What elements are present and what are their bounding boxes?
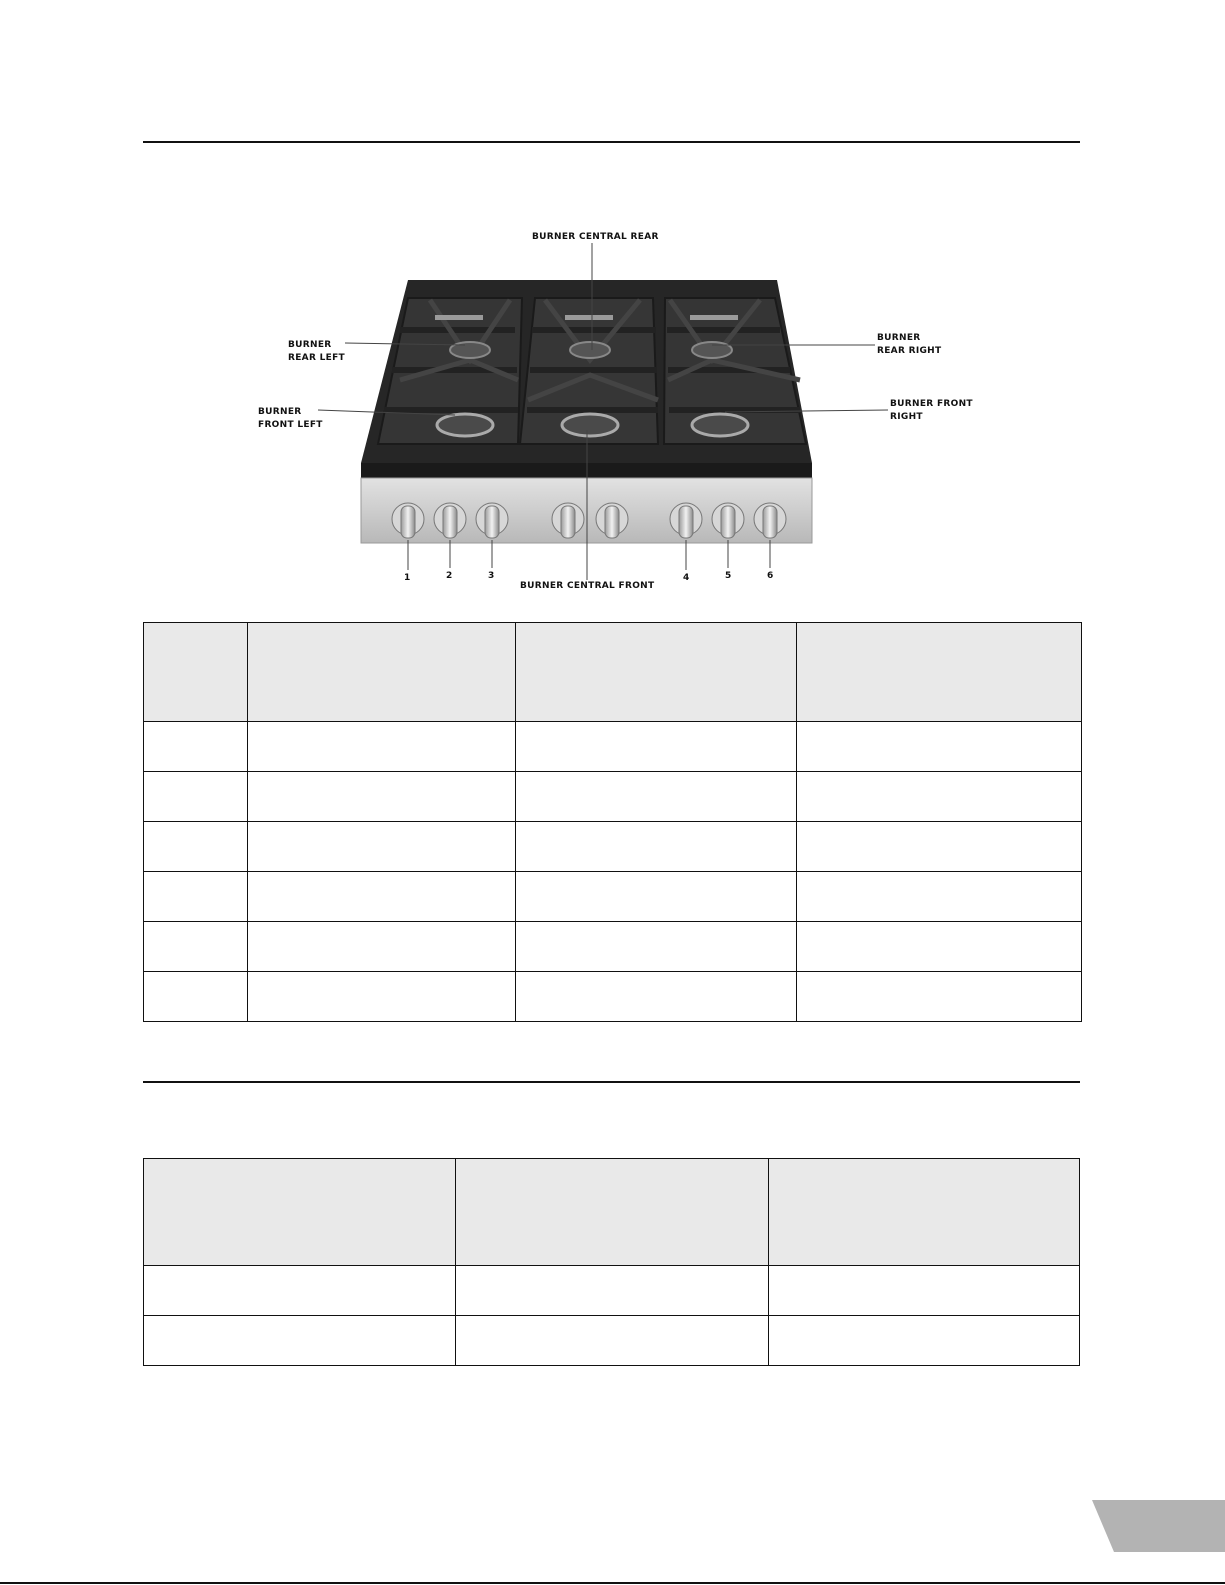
- label-burner-rear-left-line2: REAR LEFT: [288, 353, 345, 363]
- table-row: [144, 872, 1082, 922]
- header-cell: [144, 1159, 456, 1266]
- table-cell: [516, 972, 797, 1022]
- table-cell: [769, 1266, 1080, 1316]
- table-cell: [248, 722, 516, 772]
- label-burner-central-rear: BURNER CENTRAL REAR: [532, 232, 659, 242]
- label-burner-rear-left-line1: BURNER: [288, 340, 332, 350]
- table-row: [144, 772, 1082, 822]
- header-cell: [769, 1159, 1080, 1266]
- header-cell: [797, 623, 1082, 722]
- knob-number-1: 1: [404, 573, 411, 583]
- table-cell: [144, 922, 248, 972]
- label-burner-rear-right-line2: REAR RIGHT: [877, 346, 942, 356]
- burner-table-header: [144, 623, 1082, 722]
- label-burner-central-front: BURNER CENTRAL FRONT: [520, 581, 655, 591]
- table-cell: [144, 722, 248, 772]
- table-cell: [144, 822, 248, 872]
- label-burner-front-right-line1: BURNER FRONT: [890, 399, 973, 409]
- table-cell: [516, 772, 797, 822]
- table-cell: [144, 872, 248, 922]
- table-cell: [144, 772, 248, 822]
- label-burner-front-left-line1: BURNER: [258, 407, 302, 417]
- knob-number-6: 6: [767, 571, 774, 581]
- table-cell: [516, 822, 797, 872]
- table-cell: [248, 922, 516, 972]
- table-row: [144, 1266, 1080, 1316]
- burner-table: [143, 622, 1082, 1022]
- knob-number-5: 5: [725, 571, 732, 581]
- spec-table: [143, 1158, 1080, 1366]
- table-cell: [456, 1316, 769, 1366]
- table-cell: [797, 722, 1082, 772]
- table-cell: [516, 722, 797, 772]
- table-cell: [769, 1316, 1080, 1366]
- header-cell: [248, 623, 516, 722]
- table-cell: [144, 972, 248, 1022]
- table-cell: [797, 822, 1082, 872]
- table-cell: [516, 922, 797, 972]
- table-row: [144, 922, 1082, 972]
- knob-number-4: 4: [683, 573, 690, 583]
- cooktop-diagram: [0, 0, 1225, 620]
- table-row: [144, 1316, 1080, 1366]
- label-burner-front-right-line2: RIGHT: [890, 412, 923, 422]
- table-cell: [456, 1266, 769, 1316]
- header-cell: [516, 623, 797, 722]
- table-cell: [144, 1266, 456, 1316]
- page-number-tab: [1092, 1500, 1225, 1552]
- table-cell: [797, 972, 1082, 1022]
- label-burner-rear-right-line1: BURNER: [877, 333, 921, 343]
- header-cell: [144, 623, 248, 722]
- label-burner-front-left-line2: FRONT LEFT: [258, 420, 323, 430]
- table-cell: [516, 872, 797, 922]
- knob-number-3: 3: [488, 571, 495, 581]
- section-rule: [143, 1081, 1080, 1083]
- table-cell: [248, 872, 516, 922]
- table-cell: [144, 1316, 456, 1366]
- table-row: [144, 722, 1082, 772]
- knob-number-2: 2: [446, 571, 453, 581]
- table-cell: [248, 822, 516, 872]
- table-cell: [248, 772, 516, 822]
- table-row: [144, 822, 1082, 872]
- header-cell: [456, 1159, 769, 1266]
- bottom-rule: [0, 1582, 1225, 1584]
- table-row: [144, 972, 1082, 1022]
- table-cell: [248, 972, 516, 1022]
- spec-table-header: [144, 1159, 1080, 1266]
- table-cell: [797, 772, 1082, 822]
- table-cell: [797, 922, 1082, 972]
- table-cell: [797, 872, 1082, 922]
